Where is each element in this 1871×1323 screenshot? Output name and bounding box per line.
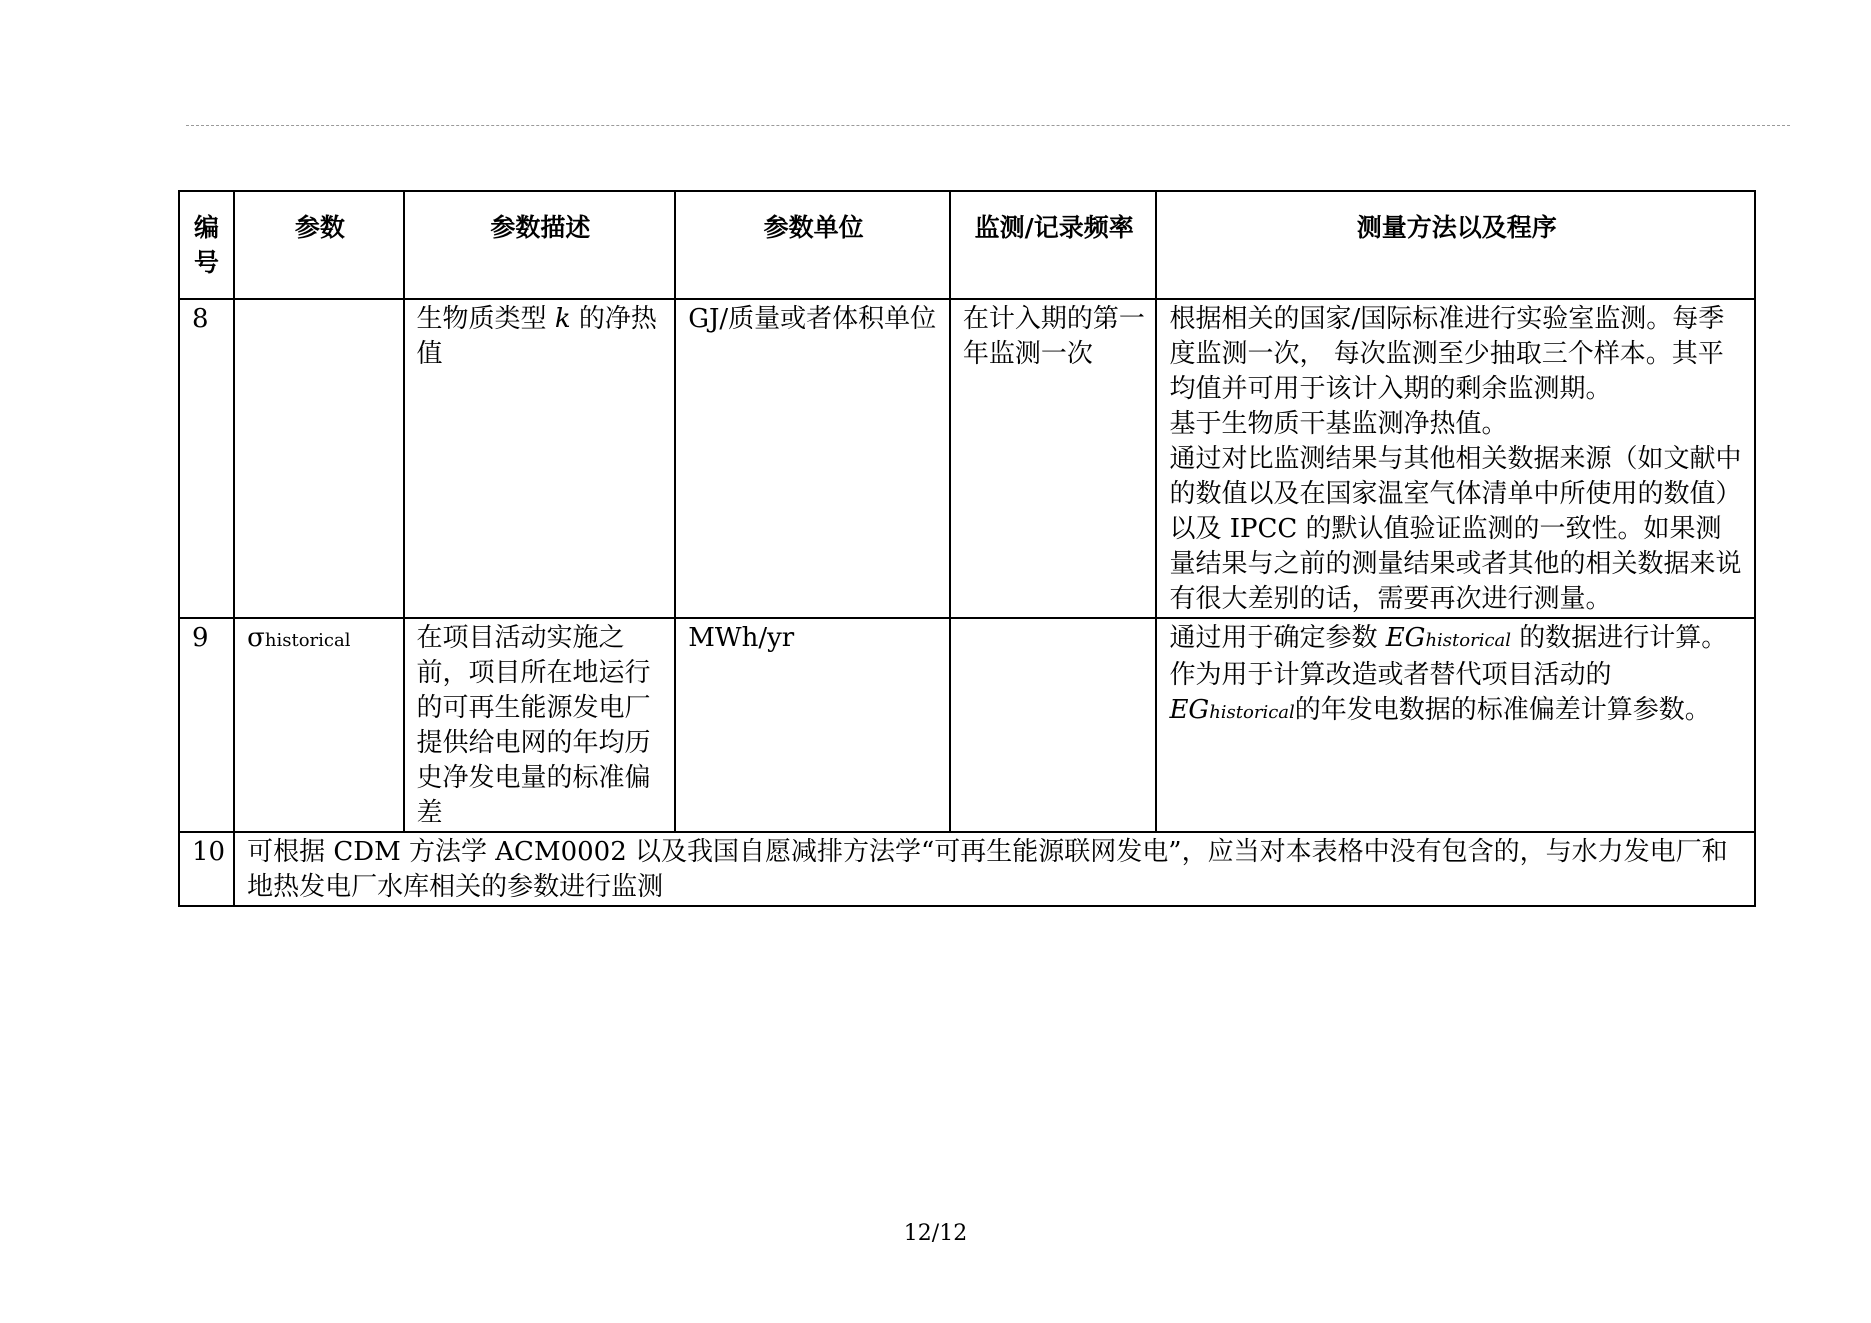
row9-freq bbox=[950, 618, 1157, 832]
row9-method-p1-var: EG bbox=[1385, 623, 1426, 653]
row8-method-p1: 根据相关的国家/国际标准进行实验室监测。每季度监测一次， 每次监测至少抽取三个样本。其平均值并可用于该计入期的剩余监测期。 bbox=[1169, 304, 1725, 404]
row9-method-p2 bbox=[1169, 658, 1744, 730]
row9-method-p1-a: 通过用于确定参数 bbox=[1169, 623, 1386, 653]
header-unit: 参数单位 bbox=[675, 191, 950, 299]
row8-desc-b: 的净热值 bbox=[416, 304, 657, 369]
table-row-8 bbox=[179, 299, 1755, 618]
row10-text: 可根据 CDM 方法学 ACM0002 以及我国自愿减排方法学“可再生能源联网发电”，应当对本表格中没有包含的，与水力发电厂和地热发电厂水库相关的参数进行监测 bbox=[234, 832, 1755, 906]
monitoring-parameters-table bbox=[178, 190, 1756, 907]
row9-no: 9 bbox=[179, 618, 234, 832]
row8-desc-a: 生物质类型 bbox=[416, 304, 555, 334]
table-row-10 bbox=[179, 832, 1755, 906]
row9-param-symbol: σ bbox=[247, 623, 265, 653]
row9-method-p1 bbox=[1169, 621, 1744, 658]
header-desc: 参数描述 bbox=[404, 191, 676, 299]
row9-method-p2-a: 作为用于计算改造或者替代项目活动的 bbox=[1169, 660, 1612, 690]
table-row-9 bbox=[179, 618, 1755, 832]
header-freq: 监测/记录频率 bbox=[950, 191, 1157, 299]
row9-method bbox=[1156, 618, 1755, 832]
row8-desc-k: k bbox=[554, 304, 571, 334]
row8-method bbox=[1156, 299, 1755, 618]
row8-method-p3: 通过对比监测结果与其他相关数据来源（如文献中的数值以及在国家温室气体清单中所使用的数值）以及 IPCC 的默认值验证监测的一致性。如果测量结果与之前的测量结果或者其他的相关数据来说有很大差别的话，需要再次进行测量。 bbox=[1169, 444, 1742, 614]
row9-desc: 在项目活动实施之前，项目所在地运行的可再生能源发电厂提供给电网的年均历史净发电量的标准偏差 bbox=[404, 618, 676, 832]
row9-method-p2-sub: historical bbox=[1209, 702, 1295, 723]
row9-method-p2-var: EG bbox=[1169, 695, 1210, 725]
header-method: 测量方法以及程序 bbox=[1156, 191, 1755, 299]
row8-unit: GJ/质量或者体积单位 bbox=[675, 299, 950, 618]
row8-method-p2: 基于生物质干基监测净热值。 bbox=[1169, 409, 1508, 439]
row8-desc bbox=[404, 299, 676, 618]
table-header-row bbox=[179, 191, 1755, 299]
page-number: 12/12 bbox=[903, 1221, 968, 1246]
row9-param-sub: historical bbox=[264, 630, 351, 651]
header-no: 编号 bbox=[179, 191, 234, 299]
row9-param bbox=[234, 618, 403, 832]
header-rule bbox=[186, 125, 1790, 126]
row9-method-p1-sub: historical bbox=[1425, 630, 1512, 651]
row9-method-p1-b: 的数据进行计算。 bbox=[1511, 623, 1728, 653]
row9-method-p2-b: 的年发电数据的标准偏差计算参数。 bbox=[1294, 695, 1711, 725]
row10-no: 10 bbox=[179, 832, 234, 906]
row8-freq: 在计入期的第一年监测一次 bbox=[950, 299, 1157, 618]
row8-param bbox=[234, 299, 403, 618]
row8-no: 8 bbox=[179, 299, 234, 618]
header-param: 参数 bbox=[234, 191, 403, 299]
row9-unit: MWh/yr bbox=[675, 618, 950, 832]
